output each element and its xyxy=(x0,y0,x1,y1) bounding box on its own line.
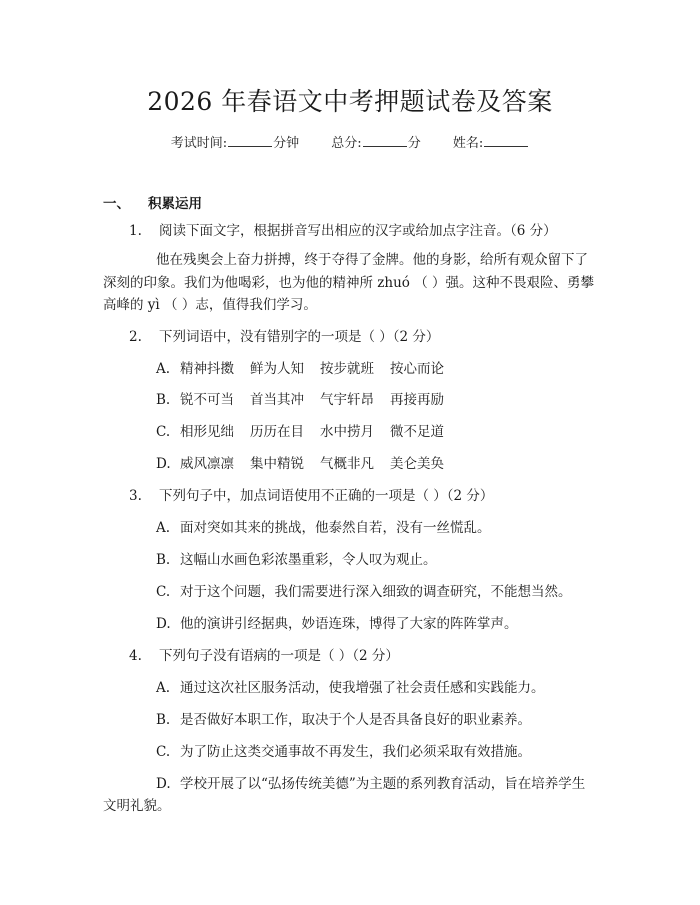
score-unit: 分 xyxy=(407,136,421,151)
question-3 xyxy=(103,485,597,507)
question-3-stem xyxy=(103,485,597,507)
option-word: 鲜为人知 xyxy=(250,361,304,377)
exam-meta xyxy=(0,132,700,151)
question-text: 阅读下面文字，根据拼音写出相应的汉字或给加点字注音。（6 分） xyxy=(159,223,557,239)
option-text: 通过这次社区服务活动，使我增强了社会责任感和实践能力。 xyxy=(180,680,545,696)
option-letter: D. xyxy=(156,776,171,792)
option-letter: D. xyxy=(156,456,171,472)
name-blank xyxy=(484,135,528,147)
option-text: 学校开展了以“弘扬传统美德”为主题的系列教育活动，旨在培养学生文明礼貌。 xyxy=(103,776,586,814)
option-word: 气宇轩昂 xyxy=(320,392,374,408)
option-text: 他的演讲引经据典，妙语连珠，博得了大家的阵阵掌声。 xyxy=(180,616,518,632)
question-text: 下列句子没有语病的一项是（ ）（2 分） xyxy=(159,648,399,664)
meta-score xyxy=(331,136,425,151)
time-blank xyxy=(228,135,272,147)
question-1-stem xyxy=(103,220,597,242)
question-4-option-c xyxy=(103,741,597,763)
page-title: 2026 年春语文中考押题试卷及答案 xyxy=(147,87,553,116)
option-word: 精神抖擞 xyxy=(180,361,234,377)
option-word: 锐不可当 xyxy=(180,392,234,408)
option-text: 为了防止这类交通事故不再发生，我们必须采取有效措施。 xyxy=(180,744,531,760)
option-letter: A. xyxy=(156,680,171,696)
option-word: 再接再励 xyxy=(390,392,444,408)
option-word: 首当其冲 xyxy=(250,392,304,408)
option-letter: A. xyxy=(156,361,171,377)
option-word: 历历在目 xyxy=(250,424,304,440)
name-label: 姓名: xyxy=(452,136,484,151)
option-text: 是否做好本职工作，取决于个人是否具备良好的职业素养。 xyxy=(180,712,531,728)
question-1 xyxy=(103,220,597,317)
score-blank xyxy=(363,135,407,147)
option-word: 美仑美奂 xyxy=(390,456,444,472)
section-heading xyxy=(103,192,202,212)
option-word: 按心而论 xyxy=(390,361,444,377)
question-2-option-a xyxy=(103,358,597,380)
question-1-passage: 他在残奥会上奋力拼搏，终于夺得了金牌。他的身影，给所有观众留下了深刻的印象。我们为他喝彩，也为他的精神所 zhuó （ ）强。这种不畏艰险、勇攀高峰的 yì （ ）志，值得我们学习。 xyxy=(103,252,595,313)
question-4-option-b xyxy=(103,709,597,731)
question-number: 2. xyxy=(129,329,142,345)
meta-time xyxy=(171,136,304,151)
score-label: 总分: xyxy=(331,136,362,151)
question-2-stem xyxy=(103,326,597,348)
question-2-option-d xyxy=(103,453,597,475)
question-4-option-d xyxy=(103,773,597,817)
question-2 xyxy=(103,326,597,348)
meta-name xyxy=(453,136,529,151)
option-letter: B. xyxy=(156,552,171,568)
option-letter: A. xyxy=(156,520,171,536)
question-text: 下列句子中，加点词语使用不正确的一项是（ ）（2 分） xyxy=(159,488,494,504)
question-2-option-c xyxy=(103,421,597,443)
section-title: 积累运用 xyxy=(148,196,202,212)
option-text: 对于这个问题，我们需要进行深入细致的调查研究，不能想当然。 xyxy=(180,584,572,600)
option-letter: B. xyxy=(156,712,171,728)
question-text: 下列词语中，没有错别字的一项是（ ）（2 分） xyxy=(159,329,440,345)
question-3-option-a xyxy=(103,517,597,539)
time-unit: 分钟 xyxy=(273,136,300,151)
question-4-stem xyxy=(103,645,597,667)
option-letter: C. xyxy=(156,584,171,600)
option-word: 气概非凡 xyxy=(320,456,374,472)
question-4 xyxy=(103,645,597,667)
option-word: 集中精锐 xyxy=(250,456,304,472)
option-word: 相形见绌 xyxy=(180,424,234,440)
question-2-option-b xyxy=(103,389,597,411)
option-word: 按步就班 xyxy=(320,361,374,377)
option-letter: C. xyxy=(156,744,171,760)
question-number: 3. xyxy=(129,488,142,504)
section-number: 一、 xyxy=(103,196,130,212)
question-4-option-a xyxy=(103,677,597,699)
option-word: 水中捞月 xyxy=(320,424,374,440)
option-text: 这幅山水画色彩浓墨重彩，令人叹为观止。 xyxy=(180,552,437,568)
question-number: 1. xyxy=(129,223,142,239)
time-label: 考试时间: xyxy=(170,136,228,151)
question-3-option-b xyxy=(103,549,597,571)
option-word: 微不足道 xyxy=(390,424,444,440)
option-letter: C. xyxy=(156,424,171,440)
option-word: 威风凛凛 xyxy=(180,456,234,472)
question-number: 4. xyxy=(129,648,142,664)
question-3-option-c xyxy=(103,581,597,603)
option-text: 面对突如其来的挑战，他泰然自若，没有一丝慌乱。 xyxy=(180,520,491,536)
option-letter: D. xyxy=(156,616,171,632)
option-letter: B. xyxy=(156,392,171,408)
question-3-option-d xyxy=(103,613,597,635)
